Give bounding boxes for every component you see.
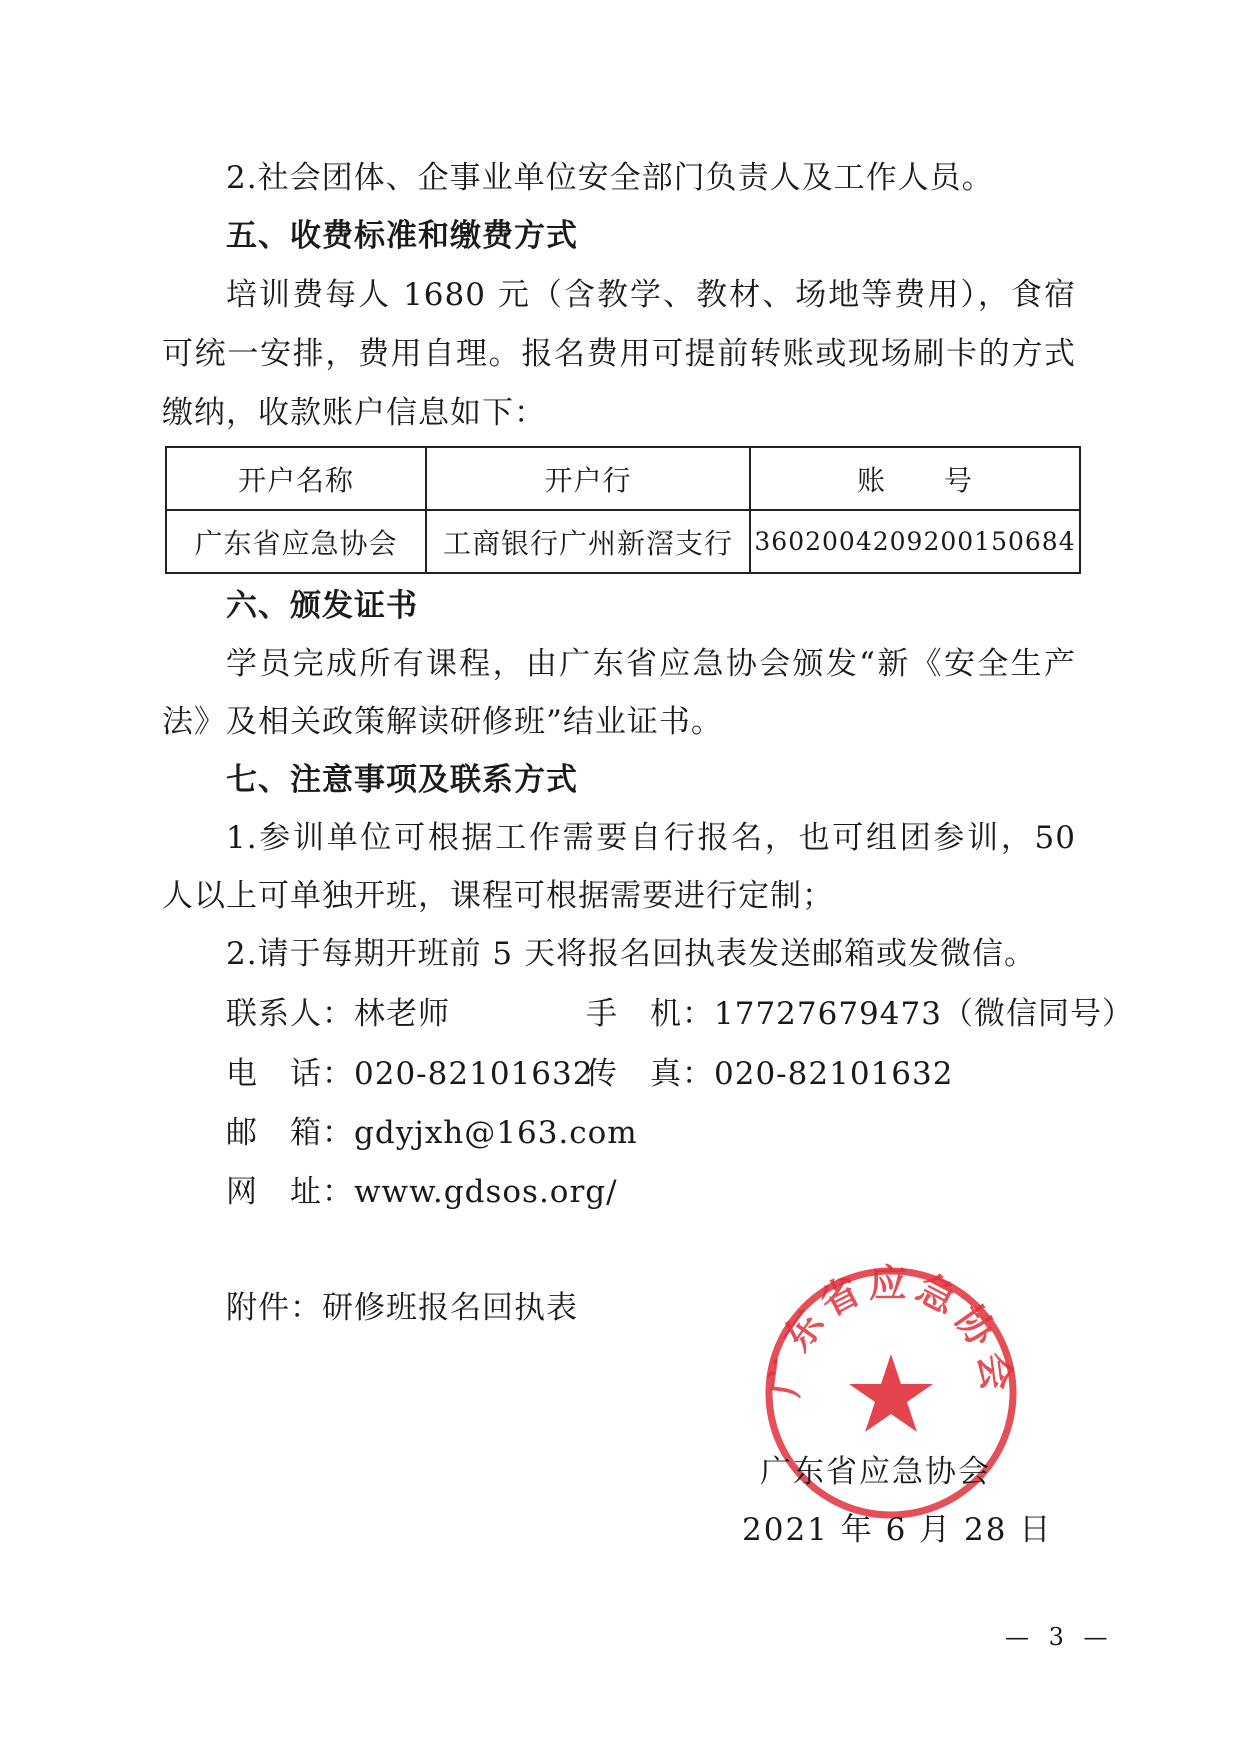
cell-bank: 工商银行广州新滘支行	[426, 510, 750, 573]
email-row	[226, 1113, 638, 1153]
paragraph-notes-1-line-1: 1.参训单位可根据工作需要自行报名，也可组团参训，50	[226, 820, 1076, 856]
paragraph-fees-line-1: 培训费每人 1680 元（含教学、教材、场地等费用），食宿	[226, 277, 1076, 313]
paragraph-fees-line-3: 缴纳，收款账户信息如下：	[162, 395, 546, 431]
contact-person-value: 林老师	[354, 996, 450, 1032]
website-row	[226, 1172, 618, 1212]
section-heading-fees: 五、收费标准和缴费方式	[226, 218, 578, 254]
fax-value: 020-82101632	[714, 1056, 954, 1092]
header-account-name: 开户名称	[166, 447, 426, 510]
cell-account-number: 3602004209200150684	[750, 510, 1080, 573]
website-label: 网 址：	[226, 1174, 354, 1210]
email-value[interactable]: gdyjxh@163.com	[354, 1115, 638, 1151]
fax-row	[586, 1054, 953, 1094]
table-row	[166, 510, 1080, 573]
mobile-value: 17727679473（微信同号）	[714, 996, 1134, 1032]
table-header-row	[166, 447, 1080, 510]
bank-account-table	[165, 446, 1081, 574]
phone-row	[226, 1054, 593, 1094]
signature-organization: 广东省应急协会	[760, 1454, 991, 1490]
paragraph-notes-2: 2.请于每期开班前 5 天将报名回执表发送邮箱或发微信。	[226, 936, 1037, 972]
contact-person-label: 联系人：	[226, 996, 354, 1032]
page-number: — 3 —	[1005, 1623, 1114, 1651]
paragraph-fees-line-2: 可统一安排，费用自理。报名费用可提前转账或现场刷卡的方式	[162, 336, 1076, 372]
paragraph-notes-1-line-2: 人以上可单独开班，课程可根据需要进行定制；	[162, 878, 834, 914]
fax-label: 传 真：	[586, 1056, 714, 1092]
phone-label: 电 话：	[226, 1056, 354, 1092]
paragraph-target-audience-2: 2.社会团体、企事业单位安全部门负责人及工作人员。	[226, 160, 994, 196]
paragraph-certificate-line-2: 法》及相关政策解读研修班”结业证书。	[162, 704, 723, 740]
signature-date: 2021 年 6 月 28 日	[742, 1512, 1053, 1548]
section-heading-certificate: 六、颁发证书	[226, 588, 418, 624]
section-heading-notes-contact: 七、注意事项及联系方式	[226, 762, 578, 798]
email-label: 邮 箱：	[226, 1115, 354, 1151]
website-value[interactable]: www.gdsos.org/	[354, 1174, 618, 1210]
header-bank: 开户行	[426, 447, 750, 510]
phone-value: 020-82101632	[354, 1056, 594, 1092]
header-account-number: 账 号	[750, 447, 1080, 510]
seal-star-icon	[849, 1354, 933, 1432]
paragraph-certificate-line-1: 学员完成所有课程，由广东省应急协会颁发“新《安全生产	[226, 646, 1076, 682]
mobile-row	[586, 994, 1134, 1034]
mobile-label: 手 机：	[586, 996, 714, 1032]
cell-account-name: 广东省应急协会	[166, 510, 426, 573]
contact-person-row	[226, 994, 450, 1034]
seal-text: 广东省应急协会	[762, 1262, 1020, 1400]
attachment-note: 附件：研修班报名回执表	[226, 1290, 578, 1326]
